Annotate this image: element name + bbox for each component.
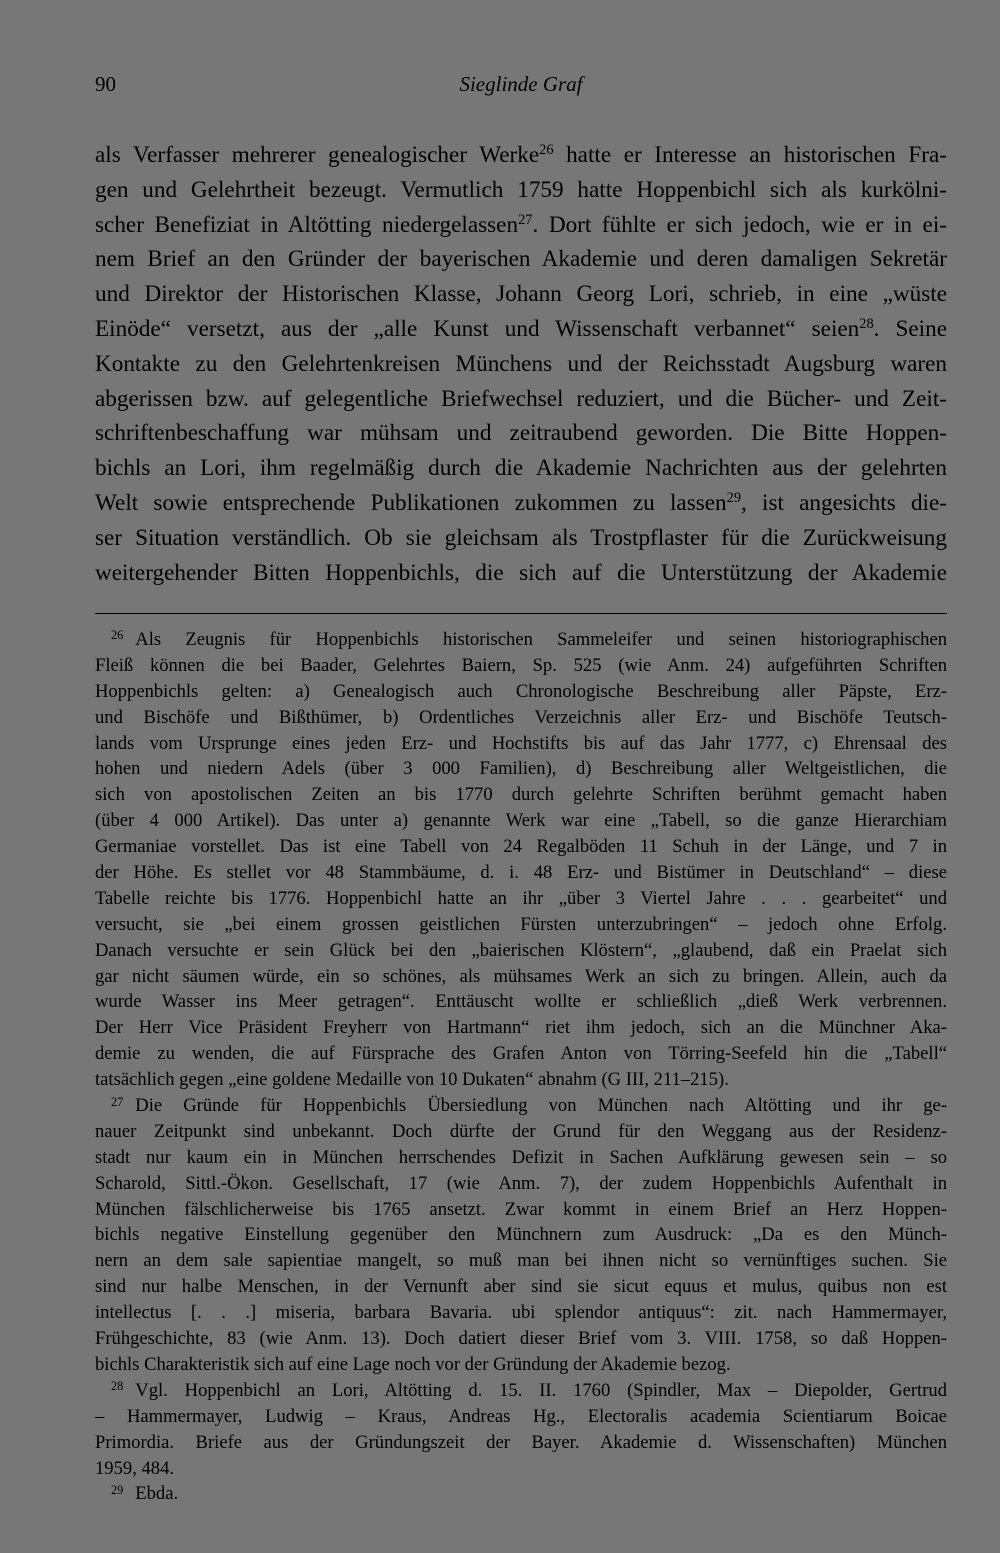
footnote-line: $^{28}$ Vgl. Hoppenbichl an Lori, Altötting d. 15. II. 1760 (Spindler, Max – Diepolder, Gertrud [111,1379,947,1401]
footnote-line: bichls negative Einstellung gegenüber den Münchnern zum Ausdruck: „Da es den Münch- [95,1224,947,1246]
footnote-line: versucht, sie „bei einem grossen geistlichen Fürsten unterzubringen“ – jedoch ohne Erfolg. [95,913,947,935]
footnote-ref: 28 [859,316,874,333]
footnote-ref: 29 [726,490,741,507]
footnote-line: demie zu wenden, die auf Fürsprache des Grafen Anton von Törring-Seefeld hin die „Tabell“ [95,1043,947,1065]
body-line: abgerissen bzw. auf gelegentliche Briefwechsel reduziert, und die Bücher- und Zeit- [95,385,947,412]
footnote-line: bichls Charakteristik sich auf eine Lage noch vor der Gründung der Akademie bezog. [95,1353,731,1375]
running-head-author: Sieglinde Graf [459,72,583,96]
footnote-number: 27 [111,1094,124,1109]
footnote-line: gar nicht säumen würde, ein so schönes, als mühsames Werk an sich zu bringen. Allein, auch da [95,965,947,987]
footnote-number: 29 [111,1482,124,1497]
footnote-line: hohen und niedern Adels (über 3 000 Familien), d) Beschreibung aller Weltgeistlichen, die [95,758,947,780]
body-line: weitergehender Bitten Hoppenbichls, die sich auf die Unterstützung der Akademie [95,559,947,586]
body-line: scher Benefiziat in Altötting niedergelassen$^{27}$. Dort fühlte er sich jedoch, wie er in ei- [95,211,947,238]
footnote-line: $^{29}$ Ebda. [111,1482,179,1505]
footnote-line: stadt nur kaum ein in München herrschendes Defizit in Sachen Aufklärung gewesen sein – so [95,1146,947,1168]
footnote-line: Primordia. Briefe aus der Gründungszeit der Bayer. Akademie d. Wissenschaften) München [95,1431,947,1453]
page-number: 90 [95,72,116,96]
body-line: gen und Gelehrtheit bezeugt. Vermutlich 1759 hatte Hoppenbichl sich als kurkölni- [95,176,947,203]
footnote-line: München fälschlicherweise bis 1765 ansetzt. Zwar kommt in einem Brief an Herz Hoppen- [95,1198,947,1220]
body-line: schriftenbeschaffung war mühsam und zeitraubend geworden. Die Bitte Hoppen- [95,420,947,447]
footnote-line: nern an dem sale sapientiae mangelt, so muß man bei ihnen nicht so vernünftiges suchen. Sie [95,1250,947,1272]
footnote-line: $^{27}$ Die Gründe für Hoppenbichls Übersiedlung von München nach Altötting und ihr ge- [111,1094,947,1117]
body-line: nem Brief an den Gründer der bayerischen Akademie und deren damaligen Sekretär [95,246,947,273]
body-line: bichls an Lori, ihm regelmäßig durch die Akademie Nachrichten aus der gelehrten [95,455,947,482]
body-line: Einöde“ versetzt, aus der „alle Kunst und Wissenschaft verbannet“ seien$^{28}$. Seine [95,315,948,342]
body-line: und Direktor der Historischen Klasse, Johann Georg Lori, schrieb, in eine „wüste [95,281,947,308]
footnote-line: Danach versuchte er sein Glück bei den „baierischen Klöstern“, „glaubend, daß ein Praelat sich [95,939,947,961]
footnote-line: wurde Wasser ins Meer getragen“. Enttäuscht wollte er schließlich „dieß Werk verbrennen. [95,991,947,1013]
body-line: als Verfasser mehrerer genealogischer Werke$^{26}$ hatte er Interesse an historischen Fra- [95,142,947,168]
footnote-29 [95,1481,947,1507]
footnote-line: und Bischöfe und Bißthümer, b) Ordentliches Verzeichnis aller Erz- und Bischöfe Teutsch- [95,706,947,728]
footnote-28 [95,1378,947,1482]
body-line: Welt sowie entsprechende Publikationen zukommen zu lassen$^{29}$, ist angesichts die- [95,489,947,516]
footnote-number: 28 [111,1379,124,1394]
running-head [95,72,947,98]
body-text [95,138,947,590]
footnote-number: 26 [111,628,124,643]
footnote-27 [95,1093,947,1378]
footnote-line: Scharold, Sittl.-Ökon. Gesellschaft, 17 (wie Anm. 7), der zudem Hoppenbichls Aufenthalt in [95,1172,947,1194]
footnote-line: 1959, 484. [95,1457,175,1479]
body-line: Kontakte zu den Gelehrtenkreisen Münchens und der Reichsstadt Augsburg waren [95,350,947,377]
footnote-line: – Hammermayer, Ludwig – Kraus, Andreas Hg., Electoralis academia Scientiarum Boicae [95,1405,947,1427]
footnote-line: sich von apostolischen Zeiten an bis 1770 durch gelehrte Schriften berühmt gemacht haben [95,784,947,806]
footnote-ref: 27 [518,211,533,228]
footnote-line: Hoppenbichls gelten: a) Genealogisch auch Chronologische Beschreibung aller Päpste, Erz- [95,680,947,702]
footnote-line: intellectus [. . .] miseria, barbara Bavaria. ubi splendor antiquus“: zit. nach Hammermayer, [95,1302,947,1324]
footnote-line: Tabelle reichte bis 1776. Hoppenbichl hatte an ihr „über 3 Viertel Jahre . . . gearbeitet“ und [95,887,947,909]
footnote-line: der Höhe. Es stellet vor 48 Stammbäume, d. i. 48 Erz- und Bistümer in Deutschland“ – diese [95,862,947,884]
footnote-ref: 26 [539,142,554,159]
footnote-line: nauer Zeitpunkt sind unbekannt. Doch dürfte der Grund für den Weggang aus der Residenz- [95,1120,947,1142]
footnotes [95,627,947,1507]
footnote-line: Fleiß können die bei Baader, Gelehrtes Baiern, Sp. 525 (wie Anm. 24) aufgeführten Schriften [95,654,947,676]
footnote-line: (über 4 000 Artikel). Das unter a) genannte Werk war eine „Tabell, so die ganze Hierarchiam [95,810,947,832]
footnote-26 [95,627,947,1093]
footnote-line: $^{26}$ Als Zeugnis für Hoppenbichls historischen Sammeleifer und seinen historiographischen [111,628,947,650]
footnote-line: Frühgeschichte, 83 (wie Anm. 13). Doch datiert dieser Brief vom 3. VIII. 1758, so daß Hoppen- [95,1328,947,1350]
footnote-line: Der Herr Vice Präsident Freyherr von Hartmann“ riet ihm jedoch, sich an die Münchner Aka- [95,1017,947,1039]
footnote-line: Germaniae vorstellet. Das ist eine Tabell von 24 Regalböden 11 Schuh in der Länge, und 7 in [95,836,947,858]
footnote-line: sind nur halbe Menschen, in der Vernunft aber sind sie sicut equus et mulus, quibus non est [95,1276,947,1298]
body-line: ser Situation verständlich. Ob sie gleichsam als Trostpflaster für die Zurückweisung [95,524,947,551]
footnote-line: lands vom Ursprunge eines jeden Erz- und Hochstifts bis auf das Jahr 1777, c) Ehrensaal des [95,732,947,754]
footnote-separator [95,613,947,614]
footnote-line: tatsächlich gegen „eine goldene Medaille von 10 Dukaten“ abnahm (G III, 211–215). [95,1069,729,1091]
